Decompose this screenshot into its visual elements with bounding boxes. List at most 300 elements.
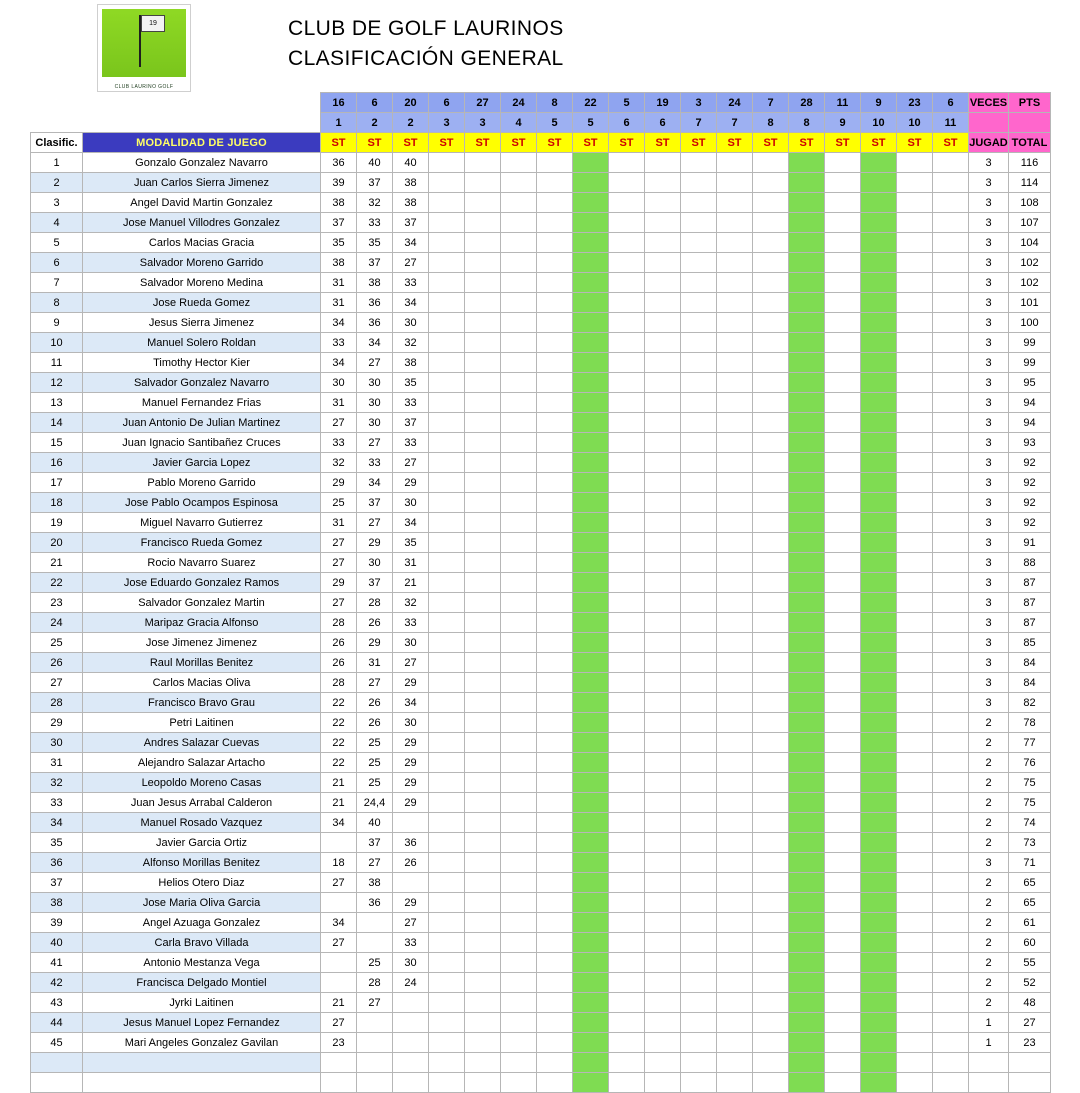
table-row[interactable] — [31, 253, 1051, 273]
score-cell[interactable] — [789, 1013, 825, 1033]
score-cell[interactable] — [645, 753, 681, 773]
score-cell[interactable] — [753, 813, 789, 833]
score-cell[interactable]: 25 — [357, 773, 393, 793]
score-cell[interactable]: 30 — [357, 393, 393, 413]
score-cell[interactable] — [897, 513, 933, 533]
score-cell[interactable] — [825, 393, 861, 413]
score-cell[interactable] — [429, 793, 465, 813]
score-cell[interactable] — [753, 633, 789, 653]
score-cell[interactable]: 26 — [357, 713, 393, 733]
score-cell[interactable] — [825, 1013, 861, 1033]
score-cell[interactable] — [573, 313, 609, 333]
score-cell[interactable] — [681, 613, 717, 633]
score-cell[interactable] — [861, 593, 897, 613]
score-cell[interactable] — [645, 653, 681, 673]
score-cell[interactable] — [753, 613, 789, 633]
score-cell[interactable] — [789, 573, 825, 593]
score-cell[interactable] — [789, 713, 825, 733]
score-cell[interactable]: 34 — [393, 233, 429, 253]
score-cell[interactable] — [537, 553, 573, 573]
score-cell[interactable] — [573, 353, 609, 373]
score-cell[interactable] — [429, 993, 465, 1013]
table-row[interactable] — [31, 653, 1051, 673]
score-cell[interactable] — [717, 313, 753, 333]
score-cell[interactable] — [897, 933, 933, 953]
score-cell[interactable] — [861, 293, 897, 313]
score-cell[interactable] — [861, 773, 897, 793]
score-cell[interactable] — [897, 773, 933, 793]
score-cell[interactable] — [501, 473, 537, 493]
score-cell[interactable] — [789, 433, 825, 453]
score-cell[interactable] — [825, 333, 861, 353]
score-cell[interactable]: 32 — [393, 593, 429, 613]
score-cell[interactable] — [681, 753, 717, 773]
score-cell[interactable] — [681, 553, 717, 573]
score-cell[interactable] — [717, 593, 753, 613]
score-cell[interactable] — [897, 833, 933, 853]
score-cell[interactable] — [717, 493, 753, 513]
score-cell[interactable]: 36 — [321, 153, 357, 173]
score-cell[interactable] — [501, 833, 537, 853]
score-cell[interactable] — [609, 913, 645, 933]
score-cell[interactable] — [573, 653, 609, 673]
score-cell[interactable] — [537, 793, 573, 813]
score-cell[interactable] — [825, 253, 861, 273]
score-cell[interactable] — [681, 473, 717, 493]
score-cell[interactable]: 25 — [357, 733, 393, 753]
score-cell[interactable] — [609, 973, 645, 993]
score-cell[interactable] — [681, 233, 717, 253]
score-cell[interactable] — [429, 653, 465, 673]
score-cell[interactable] — [465, 633, 501, 653]
score-cell[interactable] — [717, 653, 753, 673]
score-cell[interactable]: 34 — [321, 913, 357, 933]
score-cell[interactable] — [753, 593, 789, 613]
score-cell[interactable] — [897, 753, 933, 773]
score-cell[interactable] — [501, 573, 537, 593]
score-cell[interactable] — [465, 193, 501, 213]
score-cell[interactable] — [501, 973, 537, 993]
score-cell[interactable] — [681, 973, 717, 993]
score-cell[interactable] — [609, 813, 645, 833]
score-cell[interactable] — [933, 693, 969, 713]
table-row[interactable] — [31, 633, 1051, 653]
table-row[interactable] — [31, 953, 1051, 973]
score-cell[interactable] — [717, 1053, 753, 1073]
score-cell[interactable]: 35 — [393, 373, 429, 393]
score-cell[interactable] — [717, 353, 753, 373]
score-cell[interactable] — [789, 793, 825, 813]
score-cell[interactable] — [717, 833, 753, 853]
score-cell[interactable]: 37 — [357, 833, 393, 853]
score-cell[interactable] — [573, 733, 609, 753]
score-cell[interactable] — [357, 913, 393, 933]
score-cell[interactable] — [825, 573, 861, 593]
score-cell[interactable] — [465, 573, 501, 593]
score-cell[interactable] — [753, 793, 789, 813]
score-cell[interactable] — [789, 773, 825, 793]
score-cell[interactable] — [645, 913, 681, 933]
score-cell[interactable] — [681, 1033, 717, 1053]
score-cell[interactable] — [501, 213, 537, 233]
score-cell[interactable] — [321, 833, 357, 853]
score-cell[interactable] — [825, 1053, 861, 1073]
score-cell[interactable] — [789, 733, 825, 753]
score-cell[interactable] — [897, 433, 933, 453]
score-cell[interactable] — [933, 273, 969, 293]
score-cell[interactable] — [465, 173, 501, 193]
score-cell[interactable] — [753, 213, 789, 233]
score-cell[interactable] — [429, 1033, 465, 1053]
score-cell[interactable] — [501, 1053, 537, 1073]
score-cell[interactable] — [681, 993, 717, 1013]
score-cell[interactable] — [429, 593, 465, 613]
score-cell[interactable] — [609, 173, 645, 193]
score-cell[interactable] — [753, 713, 789, 733]
score-cell[interactable] — [897, 173, 933, 193]
score-cell[interactable] — [753, 933, 789, 953]
score-cell[interactable] — [645, 453, 681, 473]
score-cell[interactable] — [789, 913, 825, 933]
score-cell[interactable] — [609, 373, 645, 393]
score-cell[interactable] — [573, 253, 609, 273]
score-cell[interactable] — [645, 173, 681, 193]
score-cell[interactable] — [933, 613, 969, 633]
score-cell[interactable] — [861, 513, 897, 533]
score-cell[interactable]: 33 — [357, 213, 393, 233]
score-cell[interactable] — [393, 1013, 429, 1033]
table-row[interactable] — [31, 1053, 1051, 1073]
score-cell[interactable] — [609, 993, 645, 1013]
score-cell[interactable] — [681, 373, 717, 393]
score-cell[interactable]: 27 — [321, 1013, 357, 1033]
score-cell[interactable] — [717, 533, 753, 553]
score-cell[interactable]: 24,4 — [357, 793, 393, 813]
score-cell[interactable] — [753, 193, 789, 213]
score-cell[interactable] — [897, 573, 933, 593]
score-cell[interactable] — [717, 693, 753, 713]
score-cell[interactable] — [681, 533, 717, 553]
score-cell[interactable] — [321, 973, 357, 993]
score-cell[interactable] — [897, 493, 933, 513]
score-cell[interactable] — [861, 373, 897, 393]
score-cell[interactable] — [789, 833, 825, 853]
score-cell[interactable] — [717, 813, 753, 833]
score-cell[interactable] — [645, 153, 681, 173]
score-cell[interactable] — [429, 573, 465, 593]
score-cell[interactable]: 30 — [393, 493, 429, 513]
score-cell[interactable] — [609, 193, 645, 213]
score-cell[interactable] — [717, 953, 753, 973]
score-cell[interactable] — [501, 913, 537, 933]
table-row[interactable] — [31, 773, 1051, 793]
score-cell[interactable] — [933, 1013, 969, 1033]
score-cell[interactable] — [609, 653, 645, 673]
score-cell[interactable]: 26 — [357, 693, 393, 713]
score-cell[interactable] — [501, 493, 537, 513]
score-cell[interactable] — [897, 633, 933, 653]
score-cell[interactable] — [717, 453, 753, 473]
score-cell[interactable] — [609, 853, 645, 873]
score-cell[interactable] — [717, 1073, 753, 1093]
score-cell[interactable] — [897, 713, 933, 733]
score-cell[interactable] — [465, 273, 501, 293]
score-cell[interactable] — [933, 313, 969, 333]
score-cell[interactable] — [573, 593, 609, 613]
score-cell[interactable] — [861, 153, 897, 173]
score-cell[interactable] — [717, 433, 753, 453]
score-cell[interactable] — [897, 873, 933, 893]
score-cell[interactable] — [681, 653, 717, 673]
score-cell[interactable] — [825, 373, 861, 393]
score-cell[interactable]: 33 — [393, 393, 429, 413]
score-cell[interactable] — [681, 573, 717, 593]
score-cell[interactable] — [573, 693, 609, 713]
score-cell[interactable]: 38 — [393, 353, 429, 373]
score-cell[interactable] — [717, 293, 753, 313]
score-cell[interactable] — [681, 1013, 717, 1033]
score-cell[interactable] — [645, 193, 681, 213]
score-cell[interactable] — [897, 1053, 933, 1073]
score-cell[interactable] — [717, 233, 753, 253]
score-cell[interactable] — [465, 793, 501, 813]
score-cell[interactable] — [717, 993, 753, 1013]
score-cell[interactable]: 40 — [393, 153, 429, 173]
score-cell[interactable] — [789, 633, 825, 653]
score-cell[interactable] — [501, 773, 537, 793]
score-cell[interactable] — [357, 933, 393, 953]
score-cell[interactable] — [717, 473, 753, 493]
score-cell[interactable] — [789, 933, 825, 953]
score-cell[interactable] — [753, 673, 789, 693]
score-cell[interactable] — [429, 733, 465, 753]
score-cell[interactable] — [537, 593, 573, 613]
score-cell[interactable] — [609, 593, 645, 613]
score-cell[interactable] — [825, 613, 861, 633]
score-cell[interactable] — [465, 813, 501, 833]
score-cell[interactable] — [501, 373, 537, 393]
score-cell[interactable]: 33 — [393, 433, 429, 453]
score-cell[interactable] — [609, 333, 645, 353]
score-cell[interactable] — [537, 473, 573, 493]
score-cell[interactable] — [465, 553, 501, 573]
score-cell[interactable] — [357, 1013, 393, 1033]
score-cell[interactable] — [645, 413, 681, 433]
score-cell[interactable] — [465, 873, 501, 893]
score-cell[interactable] — [465, 973, 501, 993]
score-cell[interactable] — [645, 1033, 681, 1053]
score-cell[interactable]: 23 — [321, 1033, 357, 1053]
score-cell[interactable] — [501, 333, 537, 353]
score-cell[interactable] — [393, 1073, 429, 1093]
score-cell[interactable] — [429, 633, 465, 653]
score-cell[interactable] — [861, 933, 897, 953]
score-cell[interactable] — [753, 873, 789, 893]
score-cell[interactable] — [429, 813, 465, 833]
score-cell[interactable] — [609, 453, 645, 473]
score-cell[interactable] — [609, 513, 645, 533]
score-cell[interactable] — [609, 153, 645, 173]
score-cell[interactable] — [537, 393, 573, 413]
score-cell[interactable]: 35 — [321, 233, 357, 253]
score-cell[interactable] — [789, 1033, 825, 1053]
score-cell[interactable] — [465, 353, 501, 373]
score-cell[interactable] — [933, 533, 969, 553]
score-cell[interactable]: 27 — [357, 433, 393, 453]
score-cell[interactable] — [897, 973, 933, 993]
score-cell[interactable]: 22 — [321, 713, 357, 733]
score-cell[interactable] — [753, 893, 789, 913]
score-cell[interactable] — [573, 153, 609, 173]
score-cell[interactable]: 31 — [321, 293, 357, 313]
score-cell[interactable] — [825, 753, 861, 773]
score-cell[interactable] — [645, 613, 681, 633]
score-cell[interactable] — [609, 873, 645, 893]
score-cell[interactable]: 39 — [321, 173, 357, 193]
score-cell[interactable]: 29 — [393, 733, 429, 753]
score-cell[interactable] — [753, 553, 789, 573]
table-row[interactable] — [31, 493, 1051, 513]
score-cell[interactable] — [645, 353, 681, 373]
score-cell[interactable]: 34 — [321, 313, 357, 333]
score-cell[interactable] — [753, 273, 789, 293]
score-cell[interactable]: 30 — [393, 633, 429, 653]
score-cell[interactable] — [501, 993, 537, 1013]
score-cell[interactable] — [933, 433, 969, 453]
score-cell[interactable] — [645, 793, 681, 813]
score-cell[interactable] — [933, 373, 969, 393]
score-cell[interactable] — [681, 673, 717, 693]
score-cell[interactable] — [537, 1053, 573, 1073]
score-cell[interactable] — [897, 593, 933, 613]
score-cell[interactable] — [861, 253, 897, 273]
table-row[interactable] — [31, 353, 1051, 373]
score-cell[interactable] — [609, 1013, 645, 1033]
score-cell[interactable] — [573, 833, 609, 853]
score-cell[interactable] — [681, 333, 717, 353]
score-cell[interactable] — [861, 853, 897, 873]
score-cell[interactable] — [645, 433, 681, 453]
score-cell[interactable] — [573, 193, 609, 213]
score-cell[interactable] — [897, 333, 933, 353]
score-cell[interactable] — [789, 373, 825, 393]
score-cell[interactable] — [897, 353, 933, 373]
score-cell[interactable]: 27 — [357, 353, 393, 373]
score-cell[interactable] — [789, 533, 825, 553]
score-cell[interactable] — [573, 293, 609, 313]
score-cell[interactable]: 38 — [321, 253, 357, 273]
score-cell[interactable]: 37 — [321, 213, 357, 233]
score-cell[interactable] — [501, 893, 537, 913]
score-cell[interactable] — [429, 913, 465, 933]
score-cell[interactable]: 22 — [321, 693, 357, 713]
score-cell[interactable] — [753, 453, 789, 473]
score-cell[interactable]: 33 — [321, 433, 357, 453]
score-cell[interactable] — [573, 793, 609, 813]
score-cell[interactable] — [825, 993, 861, 1013]
table-row[interactable] — [31, 373, 1051, 393]
score-cell[interactable]: 34 — [321, 353, 357, 373]
score-cell[interactable] — [609, 693, 645, 713]
score-cell[interactable] — [573, 413, 609, 433]
score-cell[interactable] — [321, 953, 357, 973]
score-cell[interactable] — [465, 213, 501, 233]
score-cell[interactable]: 40 — [357, 813, 393, 833]
table-row[interactable] — [31, 513, 1051, 533]
score-cell[interactable]: 29 — [393, 893, 429, 913]
score-cell[interactable] — [897, 613, 933, 633]
score-cell[interactable] — [861, 733, 897, 753]
score-cell[interactable] — [681, 413, 717, 433]
score-cell[interactable] — [609, 793, 645, 813]
score-cell[interactable] — [825, 173, 861, 193]
score-cell[interactable] — [537, 853, 573, 873]
score-cell[interactable] — [861, 573, 897, 593]
score-cell[interactable] — [465, 773, 501, 793]
score-cell[interactable] — [573, 513, 609, 533]
score-cell[interactable] — [933, 913, 969, 933]
table-row[interactable] — [31, 733, 1051, 753]
score-cell[interactable] — [933, 233, 969, 253]
score-cell[interactable] — [753, 393, 789, 413]
score-cell[interactable]: 30 — [357, 553, 393, 573]
score-cell[interactable] — [465, 893, 501, 913]
score-cell[interactable] — [861, 413, 897, 433]
score-cell[interactable] — [357, 1073, 393, 1093]
table-row[interactable] — [31, 693, 1051, 713]
score-cell[interactable] — [501, 313, 537, 333]
score-cell[interactable] — [501, 1033, 537, 1053]
score-cell[interactable] — [933, 953, 969, 973]
score-cell[interactable] — [717, 193, 753, 213]
score-cell[interactable] — [753, 653, 789, 673]
score-cell[interactable] — [717, 273, 753, 293]
score-cell[interactable]: 27 — [321, 933, 357, 953]
score-cell[interactable]: 32 — [321, 453, 357, 473]
score-cell[interactable] — [537, 753, 573, 773]
score-cell[interactable] — [789, 993, 825, 1013]
score-cell[interactable] — [789, 173, 825, 193]
score-cell[interactable] — [429, 853, 465, 873]
score-cell[interactable] — [537, 233, 573, 253]
score-cell[interactable] — [681, 733, 717, 753]
score-cell[interactable] — [753, 693, 789, 713]
score-cell[interactable] — [825, 733, 861, 753]
score-cell[interactable] — [717, 413, 753, 433]
score-cell[interactable] — [645, 553, 681, 573]
score-cell[interactable] — [609, 433, 645, 453]
score-cell[interactable] — [573, 233, 609, 253]
score-cell[interactable] — [897, 953, 933, 973]
score-cell[interactable] — [645, 1073, 681, 1093]
score-cell[interactable] — [717, 373, 753, 393]
score-cell[interactable] — [429, 233, 465, 253]
score-cell[interactable] — [825, 813, 861, 833]
score-cell[interactable] — [897, 193, 933, 213]
table-row[interactable] — [31, 893, 1051, 913]
score-cell[interactable]: 34 — [321, 813, 357, 833]
score-cell[interactable] — [825, 553, 861, 573]
score-cell[interactable] — [717, 173, 753, 193]
score-cell[interactable]: 34 — [357, 473, 393, 493]
score-cell[interactable] — [429, 413, 465, 433]
score-cell[interactable] — [933, 1073, 969, 1093]
score-cell[interactable] — [717, 633, 753, 653]
score-cell[interactable] — [861, 173, 897, 193]
score-cell[interactable] — [825, 353, 861, 373]
score-cell[interactable] — [753, 773, 789, 793]
score-cell[interactable] — [429, 293, 465, 313]
